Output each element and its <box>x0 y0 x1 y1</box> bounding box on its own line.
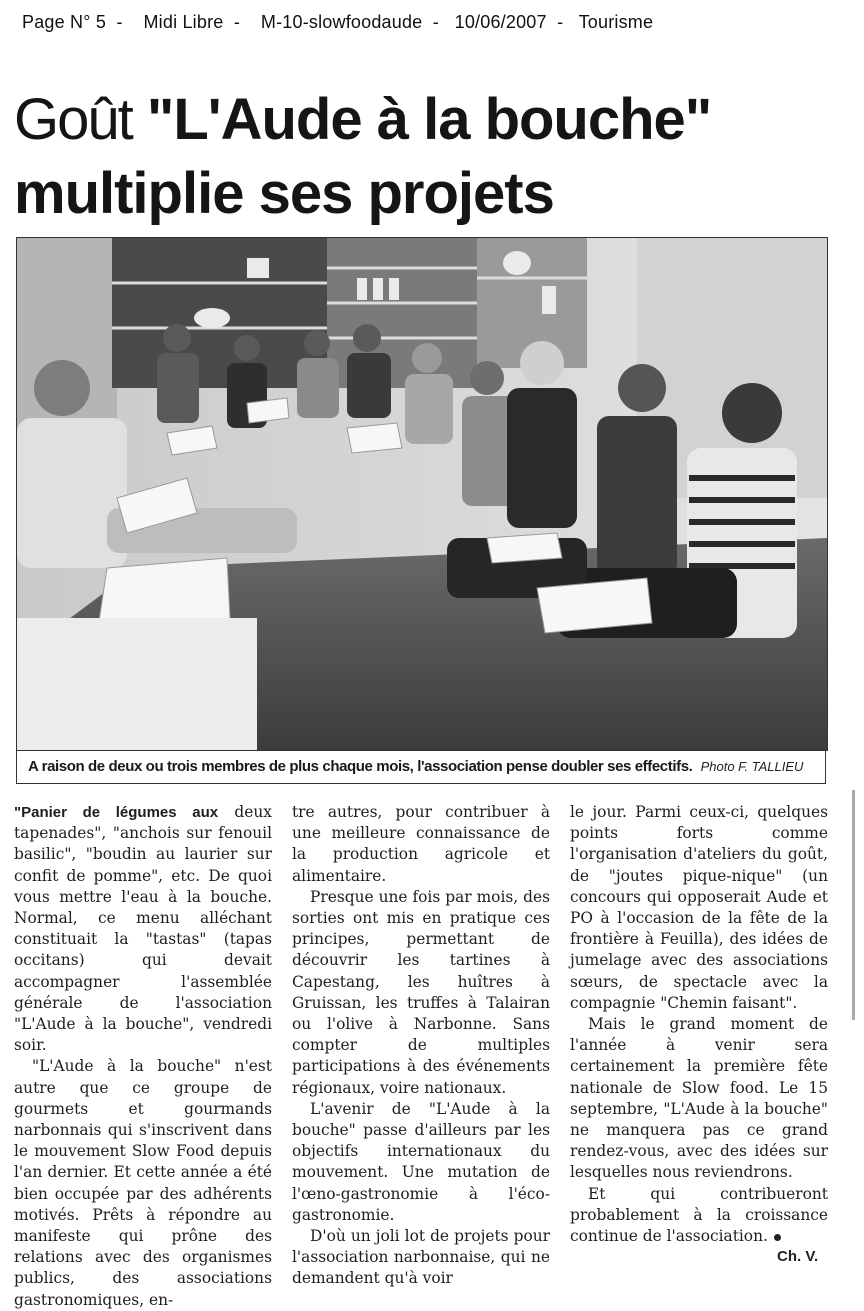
photo-caption <box>16 750 826 784</box>
article-photo <box>16 237 828 751</box>
photo-group-meeting <box>17 238 827 750</box>
page-header: Page N° 5 - Midi Libre - M-10-slowfoodaude - 10/06/2007 - Tourisme <box>22 12 654 32</box>
scan-edge <box>852 790 855 1020</box>
author-signature: Ch. V. <box>777 1248 819 1265</box>
paragraph: le jour. Parmi ceux-ci, quelques points forts comme l'organisation d'ateliers du goût, de "joutes pique-nique" (un concours qui opposerait Aude et PO à l'occasion de la fête de la frontière à Feuilla), des idées de jumelage avec des associations sœurs, de spectacle avec la compagnie "Chemin faisant". <box>570 803 828 1012</box>
paragraph-text: Et qui contribueront probablement à la croissance continue de l'association. <box>570 1184 828 1246</box>
photo-credit: Photo F. TALLIEU <box>700 759 804 774</box>
paragraph: tre autres, pour contribuer à une meilleure connaissance de la production agricole et alimentaire. <box>292 803 550 885</box>
paragraph-text: deux tapenades", "anchois sur fenouil basilic", "boudin au laurier sur confit de pomme", etc. De quoi vous mettre l'eau à la bouche. Normal, ce menu alléchant constituait la "tastas" (tapas occitans) qui devait accompagner l'assemblée générale de l'association "L'Aude à la bouche", vendredi soir. <box>14 803 272 1055</box>
page-number: Page N° 5 <box>22 12 107 32</box>
article-column-3 <box>570 802 828 1247</box>
paragraph <box>570 1184 828 1248</box>
paragraph <box>14 802 272 1056</box>
paragraph: "L'Aude à la bouche" n'est autre que ce groupe de gourmets et gourmands narbonnais qui s'inscrivent dans le mouvement Slow Food depuis l'an dernier. Et cette année a été bien occupée par des adhérents motivés. Prêts à répondre au manifeste qui prône des relations avec des organismes publics, des associations gastronomiques, en- <box>14 1057 272 1309</box>
headline-line-1 <box>14 88 854 152</box>
article-column-1 <box>14 802 272 1311</box>
paragraph: Presque une fois par mois, des sorties ont mis en pratique ces principes, permettant de découvrir les tartines à Capestang, les huîtres à Gruissan, les truffes à Talairan ou l'olive à Narbonne. Sans compter de multiples participations à des événements régionaux, voire nationaux. <box>292 887 550 1097</box>
article-column-2 <box>292 802 550 1290</box>
paragraph: Mais le grand moment de l'année à venir sera certainement la première fête nationale de Slow food. Le 15 septembre, "L'Aude à la bouche" ne manquera pas ce grand rendez-vous, avec des idées sur lesquelles nous reviendrons. <box>570 1015 828 1182</box>
headline-line-2: multiplie ses projets <box>14 161 554 226</box>
file-name: M-10-slowfoodaude <box>260 12 423 32</box>
paragraph: L'avenir de "L'Aude à la bouche" passe d'ailleurs par les objectifs internationaux du mouvement. Une mutation de l'œno-gastronomie à l'éco-gastronomie. <box>292 1099 550 1224</box>
caption-text: A raison de deux ou trois membres de plus chaque mois, l'association pense doubler ses effectifs. <box>28 758 693 775</box>
headline-quoted: "L'Aude à la bouche" <box>146 87 712 152</box>
lead-in: "Panier de légumes aux <box>14 804 219 821</box>
headline-kicker: Goût <box>14 87 132 152</box>
publication-date: 10/06/2007 <box>454 12 547 32</box>
section-name: Tourisme <box>578 12 654 32</box>
newspaper-name: Midi Libre <box>143 12 224 32</box>
paragraph: D'où un joli lot de projets pour l'association narbonnaise, qui ne demandent qu'à voir <box>292 1227 550 1288</box>
end-mark-icon <box>774 1234 781 1241</box>
